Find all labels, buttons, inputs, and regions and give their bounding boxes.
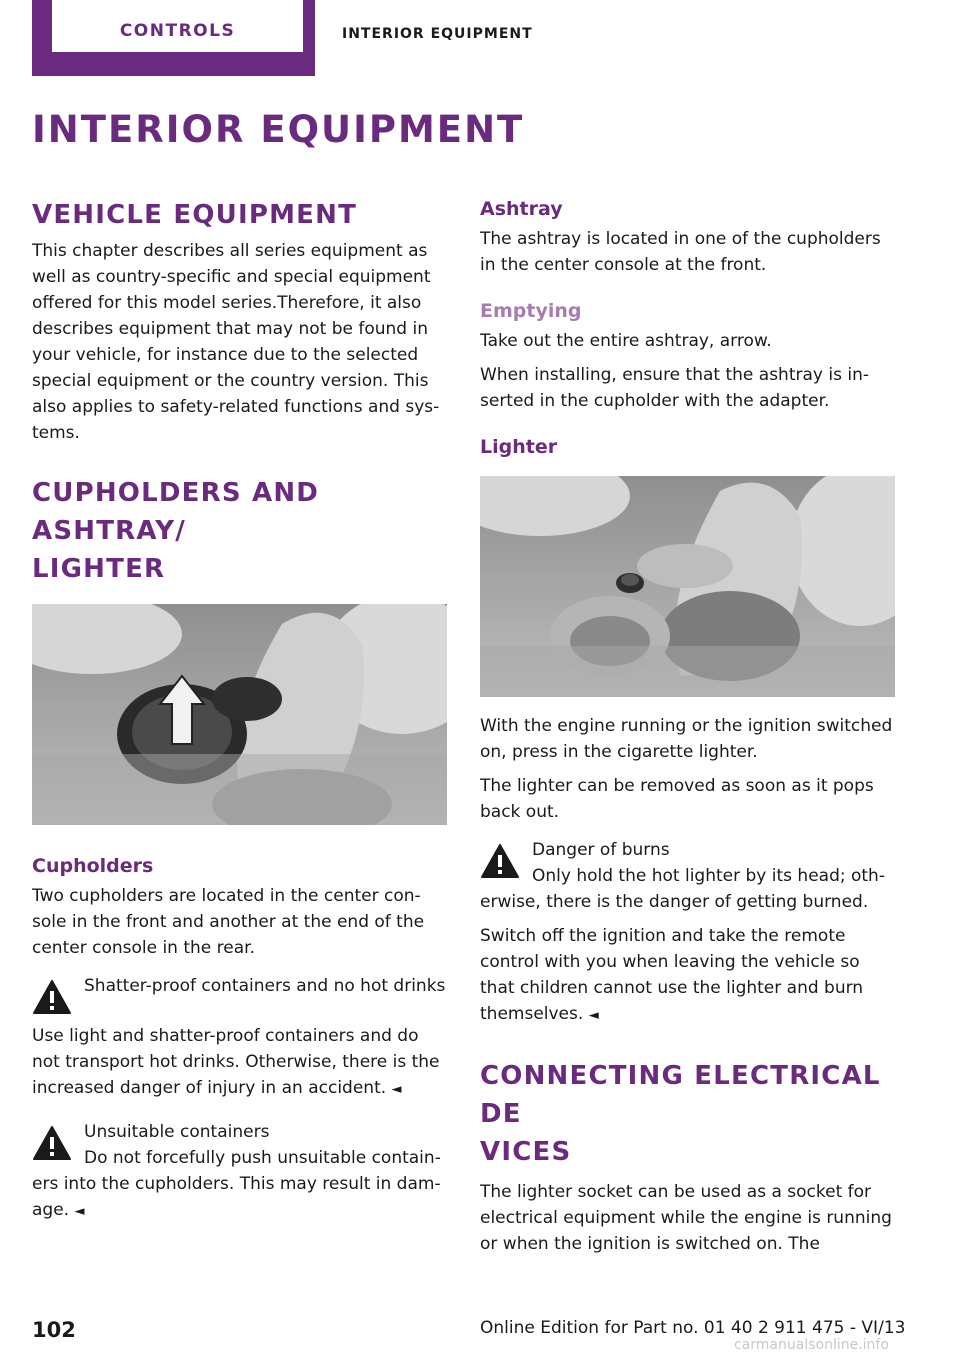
right-column (480, 196, 895, 1257)
tab-controls-label: CONTROLS (52, 0, 303, 52)
vehicle-equipment-text: This chapter describes all series equipment as well as country-specific and special equipment offered for this model series.Therefore, it also describes equipment that may not be found in your vehicle, for instance due to the selected special equipment or the country version. This also applies to safety-related functions and systems. (32, 241, 440, 443)
emptying-heading: Emptying (480, 300, 582, 322)
page-number: 102 (32, 1318, 76, 1342)
page-title: INTERIOR EQUIPMENT (32, 108, 525, 151)
cupholders-ashtray-heading (32, 474, 447, 588)
edition-note: Online Edition for Part no. 01 40 2 911 475 - VI/13 (480, 1318, 906, 1338)
warning-triangle-icon (32, 979, 72, 1015)
cupholders-text: Two cupholders are located in the center console in the front and another at the end of the center console in the rear. (32, 886, 425, 958)
warning-burns (480, 837, 895, 887)
connecting-electrical-heading-line2: VICES (480, 1137, 572, 1167)
warning-hot-drinks-title: Shatter-proof containers and no hot drinks (84, 976, 446, 996)
tab-controls[interactable] (32, 0, 315, 76)
connecting-electrical-text: The lighter socket can be used as a socket for electrical equipment while the engine is running or when the ignition is switched on. The (480, 1182, 892, 1254)
warning-unsuitable-containers (32, 1119, 447, 1169)
watermark: carmanualsonline.info (734, 1337, 889, 1353)
warning-triangle-icon (32, 1125, 72, 1161)
cupholders-ashtray-heading-line1: CUPHOLDERS AND ASHTRAY/ (32, 478, 320, 546)
ashtray-text: The ashtray is located in one of the cupholders in the center console at the front. (480, 229, 881, 275)
vehicle-equipment-heading: VEHICLE EQUIPMENT (32, 200, 358, 230)
cupholders-ashtray-heading-line2: LIGHTER (32, 554, 166, 584)
warning-hot-drinks (32, 973, 447, 1023)
warning-unsuitable-title: Unsuitable containers (84, 1122, 270, 1142)
lighter-photo (480, 476, 895, 697)
lighter-text-1: With the engine running or the ignition switched on, press in the cigarette lighter. (480, 716, 893, 762)
lighter-text-3: Switch off the ignition and take the remote control with you when leaving the vehicle so that children cannot use the lighter and burn themselves. ◄ (480, 926, 864, 1024)
back-arrow-icon: ◄ (391, 1082, 402, 1097)
emptying-text-1: Take out the entire ashtray, arrow. (480, 331, 772, 351)
section-label: INTERIOR EQUIPMENT (342, 26, 533, 42)
lighter-text-2: The lighter can be removed as soon as it pops back out. (480, 776, 874, 822)
ashtray-heading: Ashtray (480, 198, 563, 220)
warning-hot-drinks-text: Use light and shatter-proof containers and do not transport hot drinks. Otherwise, there is the increased danger of injury in an accident. ◄ (32, 1026, 440, 1098)
left-column (32, 196, 447, 1225)
warning-burns-title: Danger of burns (532, 840, 670, 860)
cupholders-heading: Cupholders (32, 855, 154, 877)
back-arrow-icon: ◄ (74, 1204, 85, 1219)
warning-triangle-icon (480, 843, 520, 879)
emptying-text-2: When installing, ensure that the ashtray is inserted in the cupholder with the adapter. (480, 365, 869, 411)
warning-burns-text: Only hold the hot lighter by its head; otherwise, there is the danger of getting burned. (480, 866, 885, 912)
cupholder-ashtray-photo (32, 604, 447, 825)
connecting-electrical-heading-line1: CONNECTING ELECTRICAL DE (480, 1061, 881, 1129)
lighter-heading: Lighter (480, 436, 558, 458)
header-bar (0, 0, 960, 76)
back-arrow-icon: ◄ (588, 1008, 599, 1023)
connecting-electrical-heading (480, 1057, 895, 1171)
warning-unsuitable-text: Do not forcefully push unsuitable containers into the cupholders. This may result in damage. ◄ (32, 1148, 441, 1220)
